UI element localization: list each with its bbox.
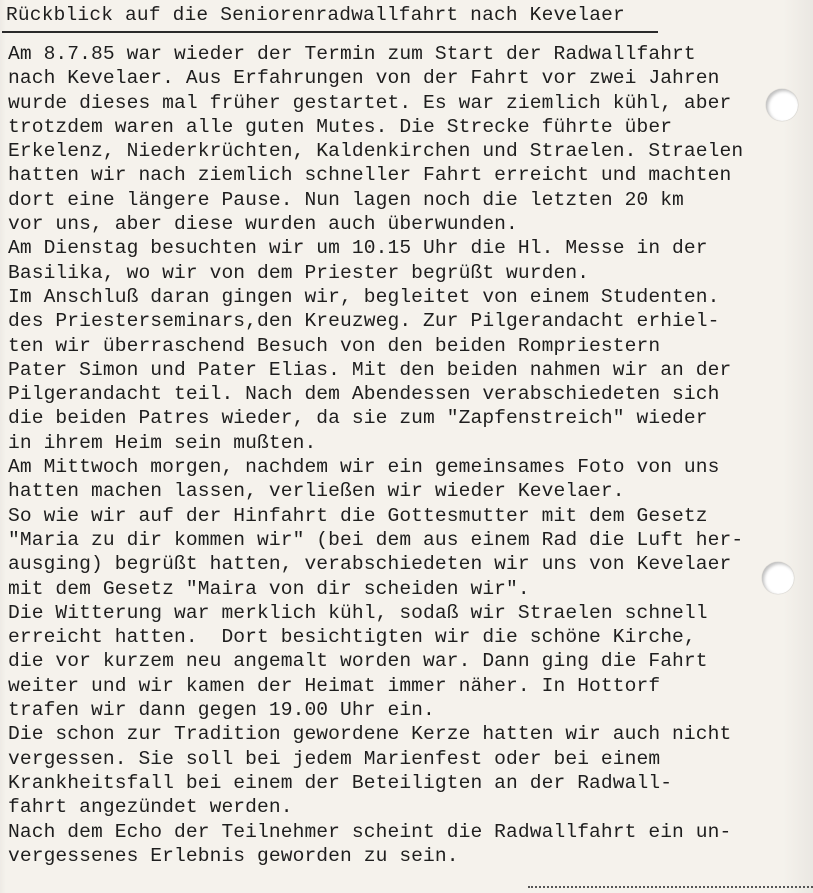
text-line: vor uns, aber diese wurden auch überwunden. xyxy=(8,213,518,236)
text-line: erreicht hatten. Dort besichtigten wir die schöne Kirche, xyxy=(8,626,696,649)
text-line: wurde dieses mal früher gestartet. Es war ziemlich kühl, aber xyxy=(8,91,732,114)
text-line: Basilika, wo wir von dem Priester begrüßt wurden. xyxy=(8,261,590,284)
text-line: nach Kevelaer. Aus Erfahrungen von der Fahrt vor zwei Jahren xyxy=(8,67,720,90)
text-line: ausging) begrüßt hatten, verabschiedeten wir uns von Kevelaer xyxy=(8,553,732,576)
text-line: fahrt angezündet werden. xyxy=(8,796,293,819)
text-line: So wie wir auf der Hinfahrt die Gottesmutter mit dem Gesetz xyxy=(8,504,708,527)
text-line: Pater Simon und Pater Elias. Mit den beiden nahmen wir an der xyxy=(8,358,732,381)
text-line: die beiden Patres wieder, da sie zum "Zapfenstreich" wieder xyxy=(8,407,708,430)
text-line: Pilgerandacht teil. Nach dem Abendessen verabschiedeten sich xyxy=(8,383,720,406)
text-line: vergessenes Erlebnis geworden zu sein. xyxy=(8,844,459,867)
text-line: Krankheitsfall bei einem der Beteiligten an der Radwall- xyxy=(8,771,673,794)
text-line: hatten machen lassen, verließen wir wieder Kevelaer. xyxy=(8,480,625,503)
text-line: Am Mittwoch morgen, nachdem wir ein gemeinsames Foto von uns xyxy=(8,456,720,479)
text-line: ten wir überraschend Besuch von den beiden Rompriestern xyxy=(8,334,661,357)
punch-hole-top xyxy=(766,89,798,121)
text-line: des Priesterseminars,den Kreuzweg. Zur Pilgerandacht erhiel- xyxy=(8,310,720,333)
text-line: Am 8.7.85 war wieder der Termin zum Start der Radwallfahrt xyxy=(8,43,696,65)
text-line: Nach dem Echo der Teilnehmer scheint die Radwallfahrt ein un- xyxy=(8,820,732,843)
perforation-edge xyxy=(528,886,813,888)
text-line: hatten wir nach ziemlich schneller Fahrt erreicht und machten xyxy=(8,164,732,187)
text-line: mit dem Gesetz "Maira von dir scheiden wir". xyxy=(8,577,530,600)
text-line: Am Dienstag besuchten wir um 10.15 Uhr die Hl. Messe in der xyxy=(8,237,708,260)
text-line: "Maria zu dir kommen wir" (bei dem aus einem Rad die Luft her- xyxy=(8,528,744,551)
article-body xyxy=(8,42,798,868)
text-line: weiter und wir kamen der Heimat immer näher. In Hottorf xyxy=(8,674,661,697)
article-title: Rückblick auf die Seniorenradwallfahrt nach Kevelaer xyxy=(6,4,625,26)
text-line: trafen wir dann gegen 19.00 Uhr ein. xyxy=(8,699,435,722)
title-underline xyxy=(2,31,658,33)
text-line: Im Anschluß daran gingen wir, begleitet von einem Studenten. xyxy=(8,285,720,308)
text-line: Erkelenz, Niederkrüchten, Kaldenkirchen und Straelen. Straelen xyxy=(8,140,744,163)
text-line: Die schon zur Tradition gewordene Kerze hatten wir auch nicht xyxy=(8,723,732,746)
text-line: trotzdem waren alle guten Mutes. Die Strecke führte über xyxy=(8,115,673,138)
text-line: dort eine längere Pause. Nun lagen noch die letzten 20 km xyxy=(8,188,684,211)
punch-hole-bottom xyxy=(762,562,794,594)
text-line: in ihrem Heim sein mußten. xyxy=(8,431,317,454)
text-line: vergessen. Sie soll bei jedem Marienfest oder bei einem xyxy=(8,747,661,770)
text-line: Die Witterung war merklich kühl, sodaß wir Straelen schnell xyxy=(8,601,708,624)
text-line: die vor kurzem neu angemalt worden war. Dann ging die Fahrt xyxy=(8,650,708,673)
